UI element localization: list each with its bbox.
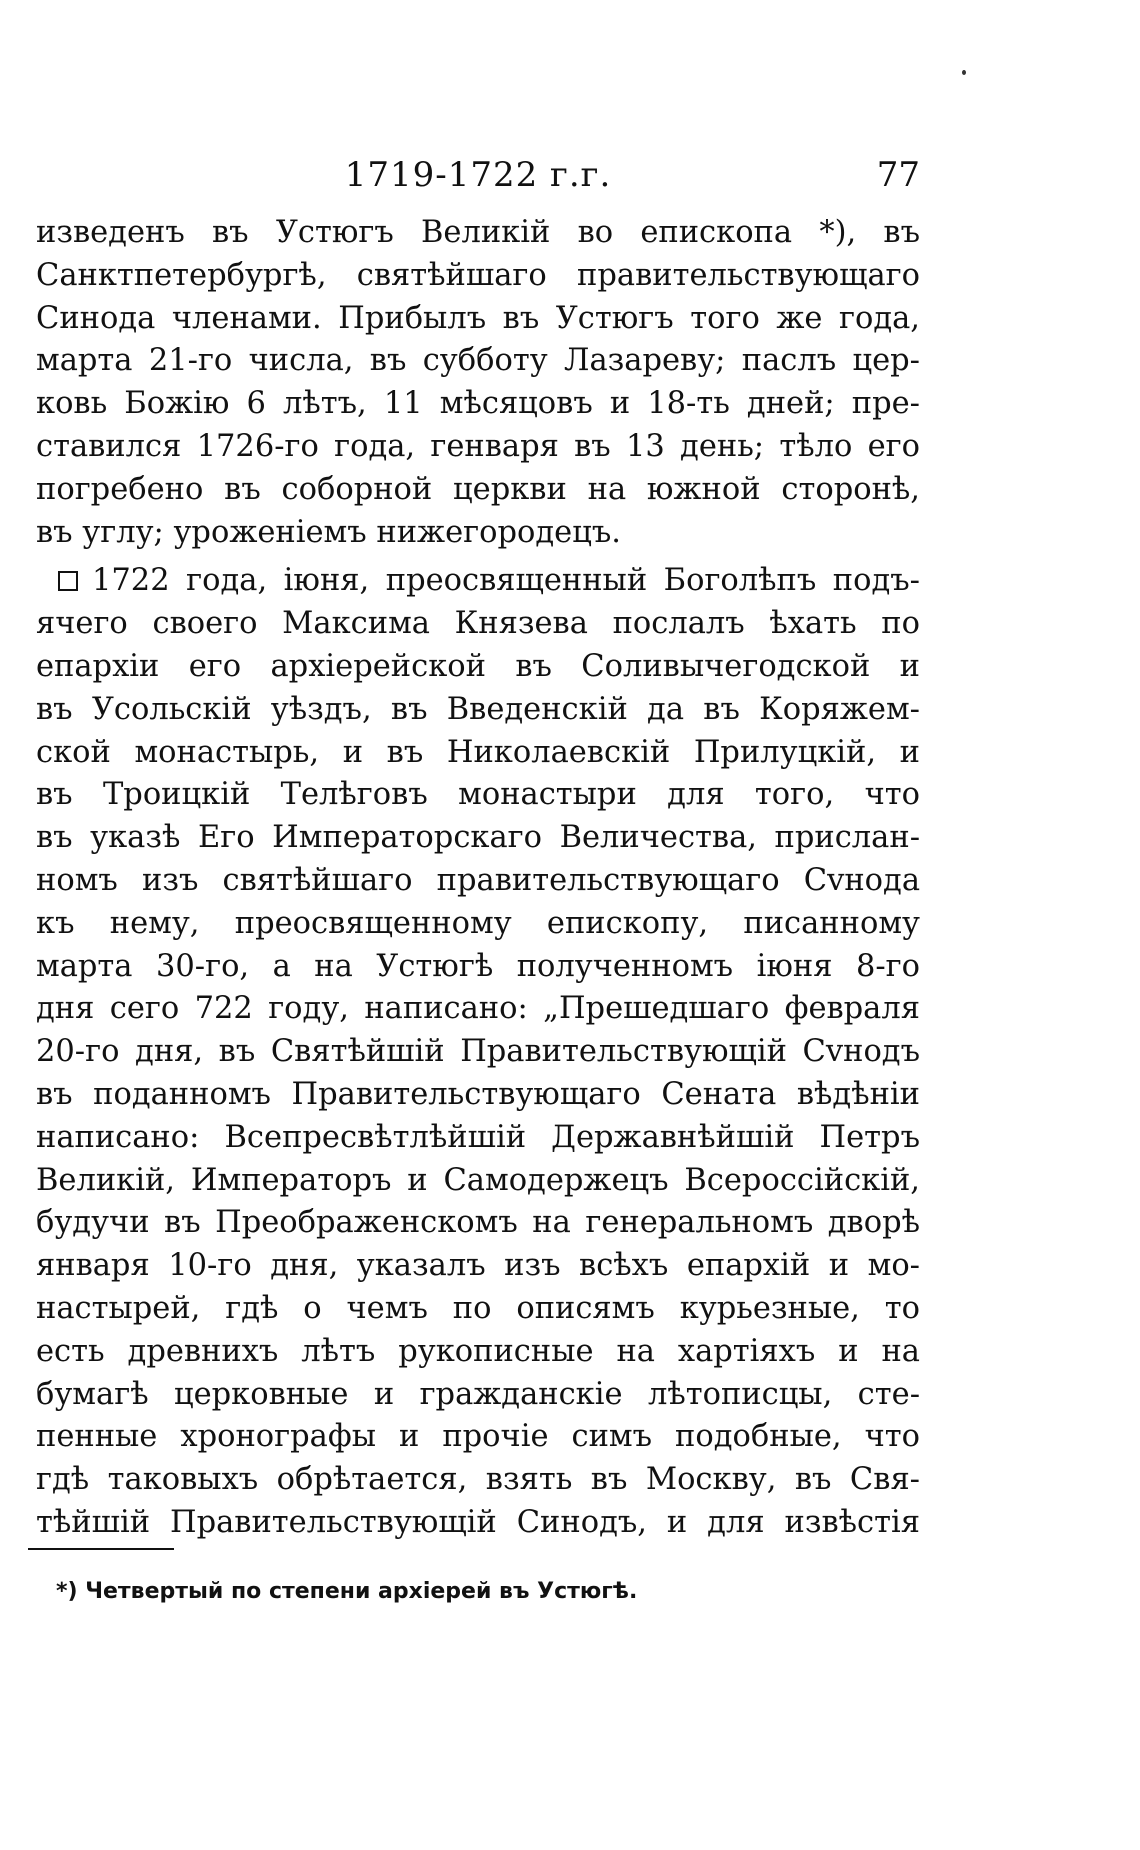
text-line-content: 1722 года, іюня, преосвященный Боголѣпъ подъ- <box>92 563 920 599</box>
page-number: 77 <box>876 155 920 195</box>
text-line: марта 21-го числа, въ субботу Лазареву; паслъ цер- <box>36 343 920 379</box>
text-line: марта 30-го, а на Устюгѣ полученномъ іюня 8-го <box>36 948 920 984</box>
text-line: января 10-го дня, указалъ изъ всѣхъ епархій и мо- <box>36 1248 920 1284</box>
text-line: настырей, гдѣ о чемъ по описямъ курьезные, то <box>36 1290 920 1326</box>
text-line: въ Троицкій Телѣговъ монастыри для того, что <box>36 777 920 813</box>
text-line: въ Усольскій уѣздъ, въ Введенскій да въ Коряжем- <box>36 691 920 727</box>
text-line: 20-го дня, въ Святѣйшій Правительствующій Сvнодъ <box>36 1034 920 1070</box>
text-line: епархіи его архіерейской въ Соливычегодской и <box>36 648 920 684</box>
text-line: Великій, Императоръ и Самодержецъ Всероссійскій, <box>36 1162 920 1198</box>
header-title: 1719-1722 г.г. <box>344 155 612 195</box>
footnote: *) Четвертый по степени архіерей въ Устюгѣ. <box>56 1579 638 1604</box>
text-line: есть древнихъ лѣтъ рукописные на хартіяхъ и на <box>36 1333 920 1369</box>
running-header <box>36 150 920 200</box>
text-line: ковь Божію 6 лѣтъ, 11 мѣсяцовъ и 18-ть дней; пре- <box>36 386 920 422</box>
text-line: дня сего 722 году, написано: „Прешедшаго февраля <box>36 991 920 1027</box>
paragraph-start-line <box>36 560 920 603</box>
text-line: къ нему, преосвященному епископу, писанному <box>36 905 920 941</box>
text-line: гдѣ таковыхъ обрѣтается, взять въ Москву, въ Свя- <box>36 1462 920 1498</box>
text-line: ской монастырь, и въ Николаевскій Прилуцкій, и <box>36 734 920 770</box>
text-line: бумагѣ церковные и гражданскіе лѣтописцы, сте- <box>36 1376 920 1412</box>
text-line: въ указѣ Его Императорскаго Величества, прислан- <box>36 820 920 856</box>
text-line: Санктпетербургѣ, святѣйшаго правительствующаго <box>36 257 920 293</box>
text-line: ставился 1726-го года, генваря въ 13 день; тѣло его <box>36 428 920 464</box>
print-speck <box>962 70 966 75</box>
text-line: будучи въ Преображенскомъ на генеральномъ дворѣ <box>36 1205 920 1241</box>
body-text <box>36 212 920 1545</box>
text-line: тѣйшій Правительствующій Синодъ, и для извѣстія <box>36 1504 920 1540</box>
footnote-divider <box>28 1548 174 1550</box>
text-line: пенные хронографы и прочіе симъ подобные, что <box>36 1419 920 1455</box>
text-line: Синода членами. Прибылъ въ Устюгъ того же года, <box>36 300 920 336</box>
text-line: написано: Всепресвѣтлѣйшій Державнѣйшій Петръ <box>36 1119 920 1155</box>
text-line: въ поданномъ Правительствующаго Сената вѣдѣніи <box>36 1076 920 1112</box>
text-line: погребено въ соборной церкви на южной сторонѣ, <box>36 471 920 507</box>
checkbox-icon <box>58 571 78 591</box>
text-line: ячего своего Максима Князева послалъ ѣхать по <box>36 606 920 642</box>
text-line: изведенъ въ Устюгъ Великій во епископа *), въ <box>36 215 920 250</box>
text-line: въ углу; уроженіемъ нижегородецъ. <box>36 514 621 550</box>
text-line: номъ изъ святѣйшаго правительствующаго Сvнода <box>36 862 920 898</box>
